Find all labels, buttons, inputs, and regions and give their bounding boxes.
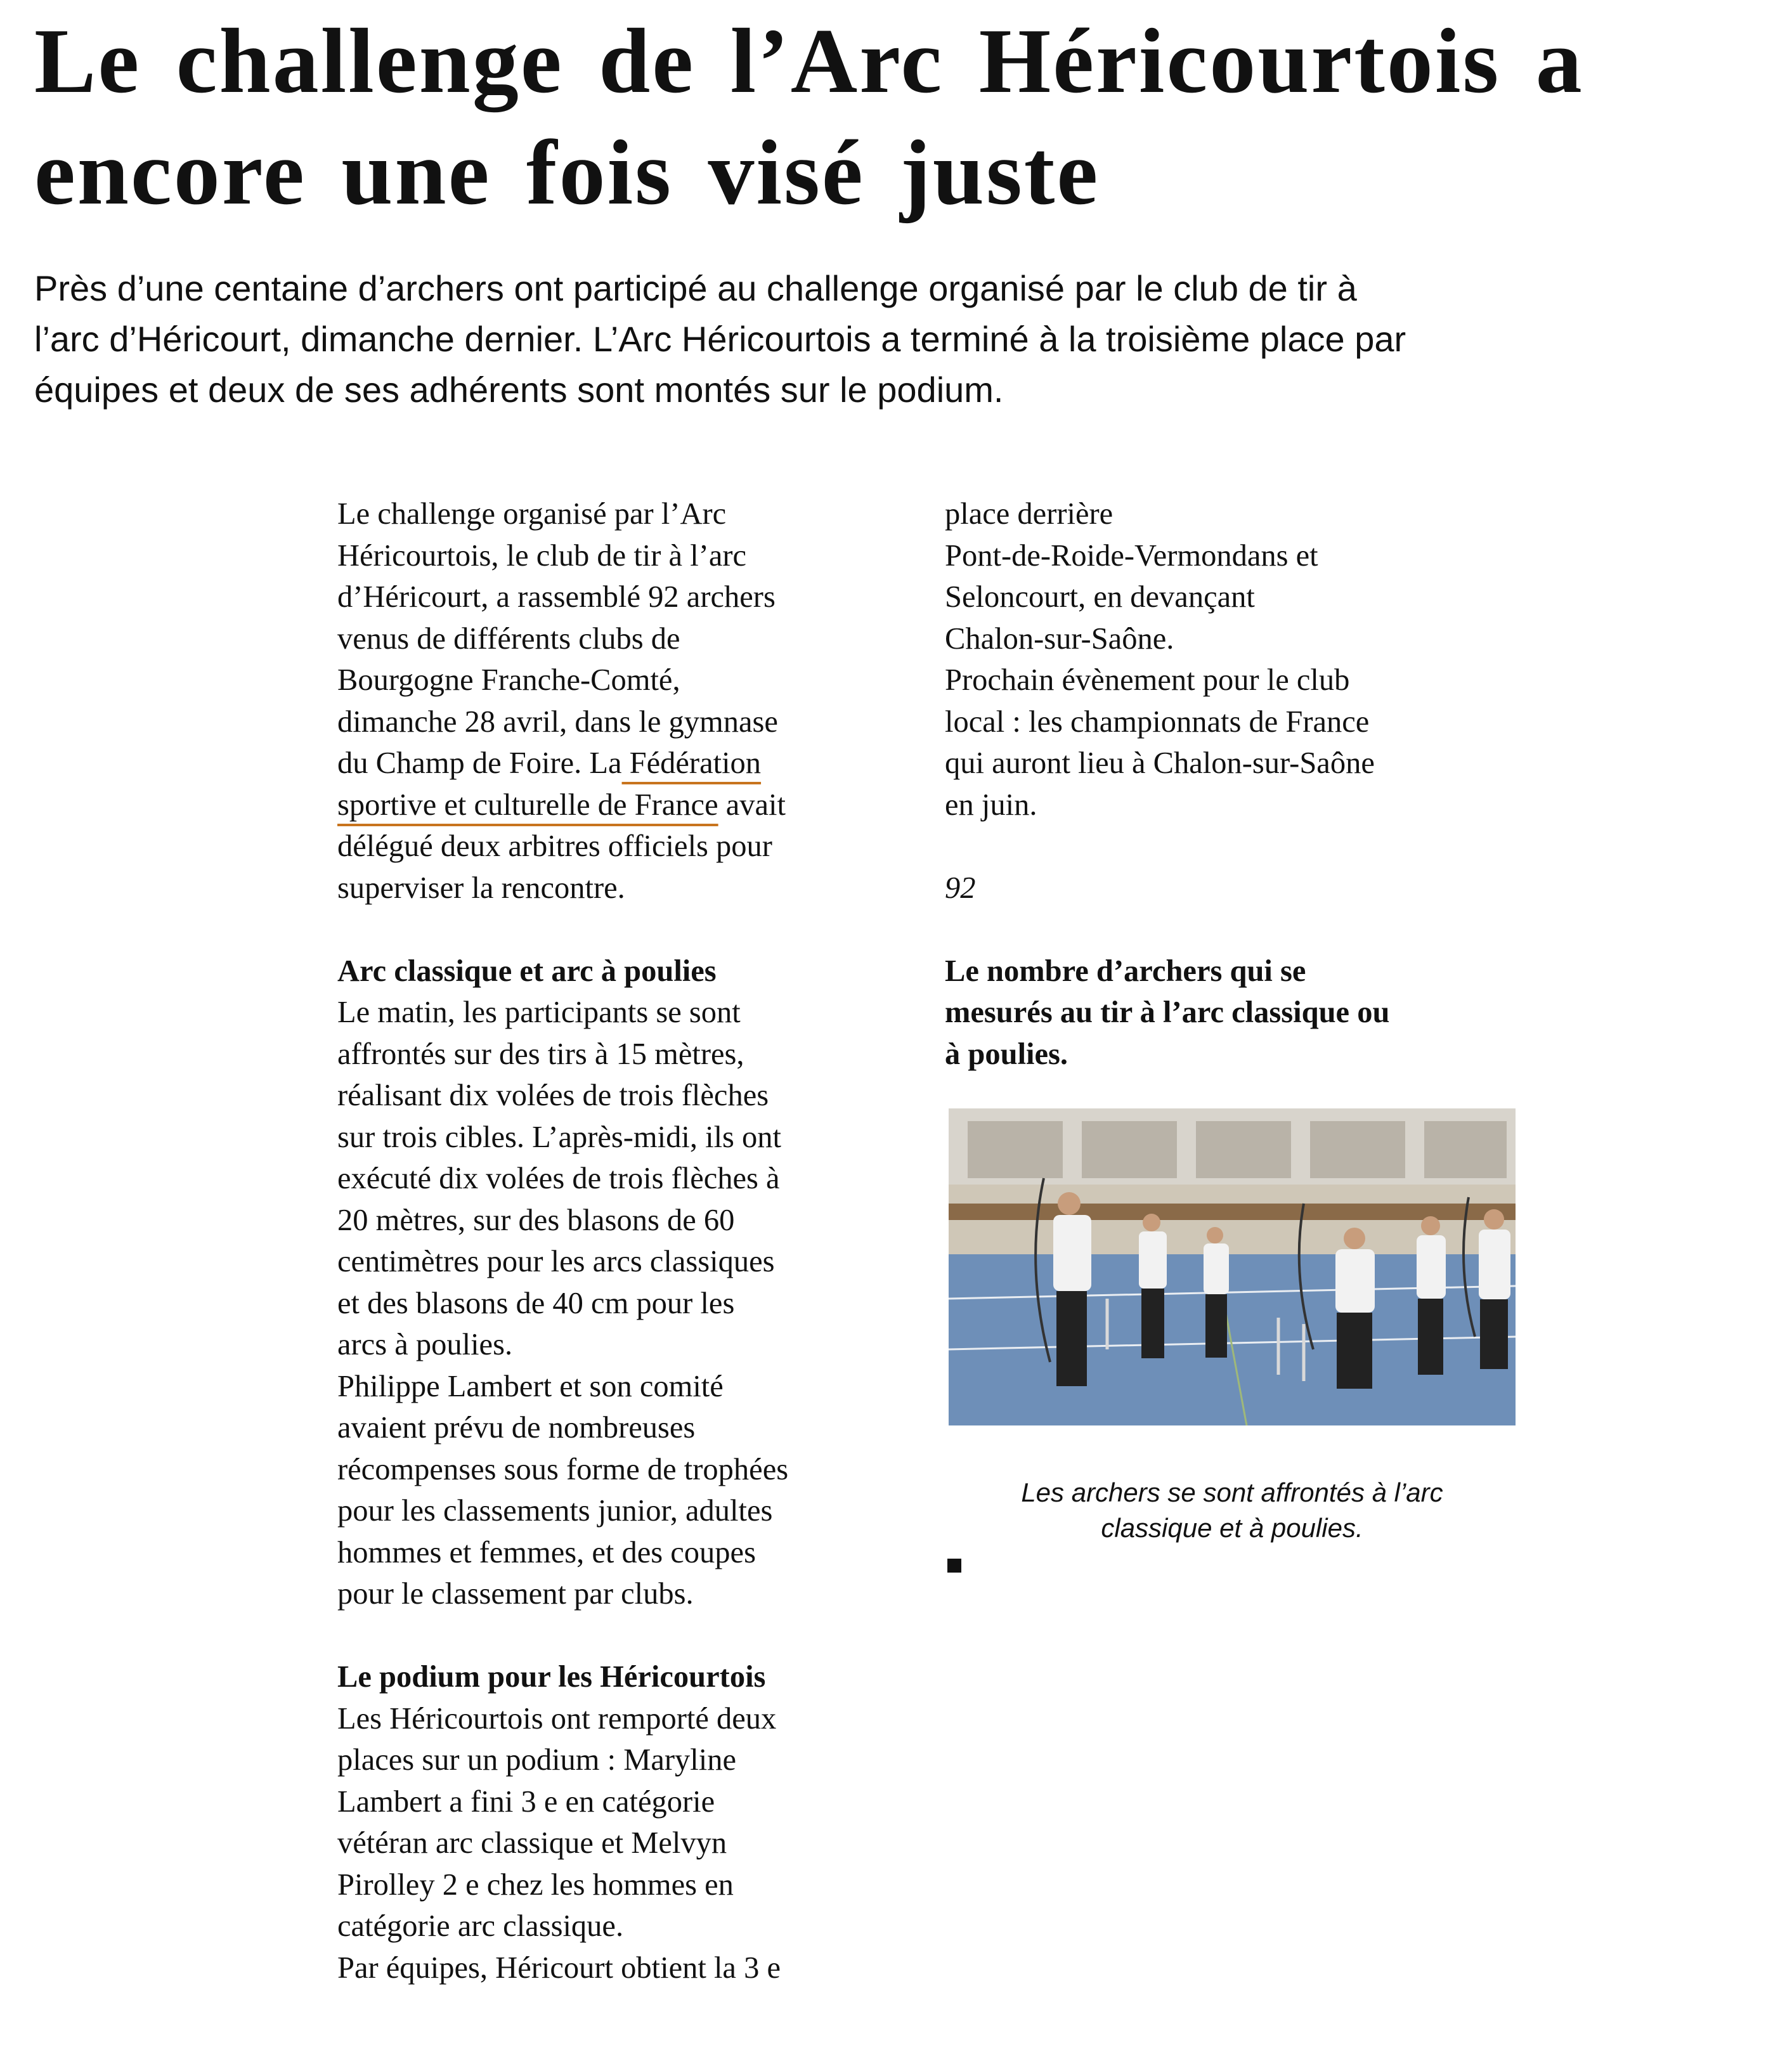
key-figure-line: à poulies.	[945, 1037, 1068, 1071]
key-figure-line: mesurés au tir à l’arc classique ou	[945, 996, 1390, 1029]
archer-legs	[1205, 1294, 1227, 1358]
body-text: du Champ de Foire. La	[337, 746, 622, 780]
body-line: Les Héricourtois ont remporté deux	[337, 1701, 777, 1736]
key-figure-text	[945, 951, 1579, 1075]
title-line: encore une fois visé juste	[34, 121, 1100, 224]
caption-line: classique et à poulies.	[1101, 1513, 1363, 1543]
body-line	[337, 743, 908, 784]
lead-line: Près d’une centaine d’archers ont participé au challenge organisé par le club de tir à	[34, 268, 1357, 308]
body-line: Philippe Lambert et son comité	[337, 1369, 724, 1403]
archers-photo	[949, 1108, 1516, 1425]
archer-head	[1484, 1209, 1504, 1230]
body-line: pour le classement par clubs.	[337, 1577, 694, 1611]
paragraph-gap	[337, 1615, 908, 1657]
archer-body	[1479, 1230, 1510, 1299]
archer-head	[1058, 1192, 1081, 1215]
body-line: superviser la rencontre.	[337, 871, 625, 905]
paragraph-gap	[945, 826, 1579, 867]
archer-legs	[1337, 1313, 1372, 1389]
continuation-paragraph	[945, 493, 1579, 826]
lead-line: équipes et deux de ses adhérents sont montés sur le podium.	[34, 370, 1004, 410]
body-line: Pirolley 2 e chez les hommes en	[337, 1867, 734, 1902]
right-column	[945, 493, 1579, 1075]
photo-caption	[949, 1475, 1516, 1546]
body-line: affrontés sur des tirs à 15 mètres,	[337, 1037, 744, 1071]
body-line: Chalon-sur-Saône.	[945, 621, 1174, 656]
gym-window	[1082, 1121, 1177, 1178]
body-line: exécuté dix volées de trois flèches à	[337, 1162, 780, 1195]
section-podium	[337, 1656, 908, 1989]
paragraph-gap	[337, 909, 908, 951]
end-of-article-mark	[947, 1559, 961, 1573]
archer-legs	[1056, 1291, 1087, 1386]
body-line: Le challenge organisé par l’Arc	[337, 497, 727, 531]
body-line: Prochain évènement pour le club	[945, 663, 1350, 697]
section-heading: Arc classique et arc à poulies	[337, 954, 717, 988]
intro-paragraph	[337, 493, 908, 909]
archer-head	[1207, 1227, 1223, 1243]
body-line: places sur un podium : Maryline	[337, 1743, 737, 1777]
gym-window	[968, 1121, 1063, 1178]
body-line: pour les classements junior, adultes	[337, 1494, 773, 1528]
body-line: 20 mètres, sur des blasons de 60	[337, 1203, 735, 1237]
body-line: vétéran arc classique et Melvyn	[337, 1826, 727, 1860]
archer-body	[1139, 1231, 1167, 1289]
body-line: Lambert a fini 3 e en catégorie	[337, 1784, 715, 1819]
paragraph-gap	[945, 909, 1579, 951]
gym-window	[1424, 1121, 1507, 1178]
archer-body	[1204, 1243, 1229, 1294]
key-figure-block	[945, 867, 1579, 909]
archer-body	[1335, 1249, 1375, 1313]
gym-window	[1310, 1121, 1405, 1178]
body-line: en juin.	[945, 788, 1037, 822]
body-line: Héricourtois, le club de tir à l’arc	[337, 538, 747, 573]
body-line: récompenses sous forme de trophées	[337, 1452, 789, 1486]
body-line: d’Héricourt, a rassemblé 92 archers	[337, 580, 776, 614]
archer-legs	[1141, 1289, 1164, 1358]
body-line: sur trois cibles. L’après-midi, ils ont	[337, 1120, 782, 1154]
section-arcs	[337, 951, 908, 1615]
body-line: local : les championnats de France	[945, 704, 1370, 739]
archer-legs	[1480, 1299, 1508, 1369]
article-lead	[34, 263, 1772, 415]
body-text: avait	[718, 788, 786, 822]
gym-window	[1196, 1121, 1291, 1178]
body-line: Pont-de-Roide-Vermondans et	[945, 538, 1318, 573]
gym-scene	[949, 1108, 1516, 1425]
key-figure-line: Le nombre d’archers qui se	[945, 954, 1306, 988]
archer-body	[1053, 1215, 1091, 1291]
body-line: hommes et femmes, et des coupes	[337, 1535, 756, 1569]
body-line	[337, 784, 908, 826]
section-heading: Le podium pour les Héricourtois	[337, 1660, 766, 1694]
body-line: qui auront lieu à Chalon-sur-Saône	[945, 746, 1375, 780]
archer-head	[1143, 1214, 1160, 1231]
body-line: venus de différents clubs de	[337, 621, 680, 656]
article-title	[34, 5, 1746, 228]
archer-head	[1344, 1228, 1365, 1249]
body-line: et des blasons de 40 cm pour les	[337, 1286, 735, 1320]
body-line: réalisant dix volées de trois flèches	[337, 1079, 769, 1112]
body-line: catégorie arc classique.	[337, 1909, 624, 1943]
lead-line: l’arc d’Héricourt, dimanche dernier. L’Arc Héricourtois a terminé à la troisième place par	[34, 319, 1406, 359]
body-line: avaient prévu de nombreuses	[337, 1411, 696, 1444]
body-line: dimanche 28 avril, dans le gymnase	[337, 704, 778, 739]
title-line: Le challenge de l’Arc Héricourtois a	[34, 10, 1584, 112]
body-line: arcs à poulies.	[337, 1328, 513, 1361]
body-line: Le matin, les participants se sont	[337, 996, 741, 1029]
body-line: Seloncourt, en devançant	[945, 580, 1255, 614]
body-line: centimètres pour les arcs classiques	[337, 1245, 775, 1278]
archer-body	[1417, 1235, 1446, 1299]
body-line: délégué deux arbitres officiels pour	[337, 829, 772, 863]
archer-head	[1421, 1216, 1440, 1235]
left-column	[337, 493, 908, 1989]
body-line: Par équipes, Héricourt obtient la 3 e	[337, 1951, 781, 1985]
body-line: place derrière	[945, 497, 1114, 531]
body-line: Bourgogne Franche-Comté,	[337, 663, 680, 697]
federation-link[interactable]: sportive et culturelle de France	[337, 788, 718, 822]
caption-line: Les archers se sont affrontés à l’arc	[1021, 1477, 1443, 1507]
archer-legs	[1418, 1299, 1443, 1375]
key-figure-number: 92	[945, 871, 976, 905]
federation-link[interactable]: Fédération	[621, 746, 762, 780]
